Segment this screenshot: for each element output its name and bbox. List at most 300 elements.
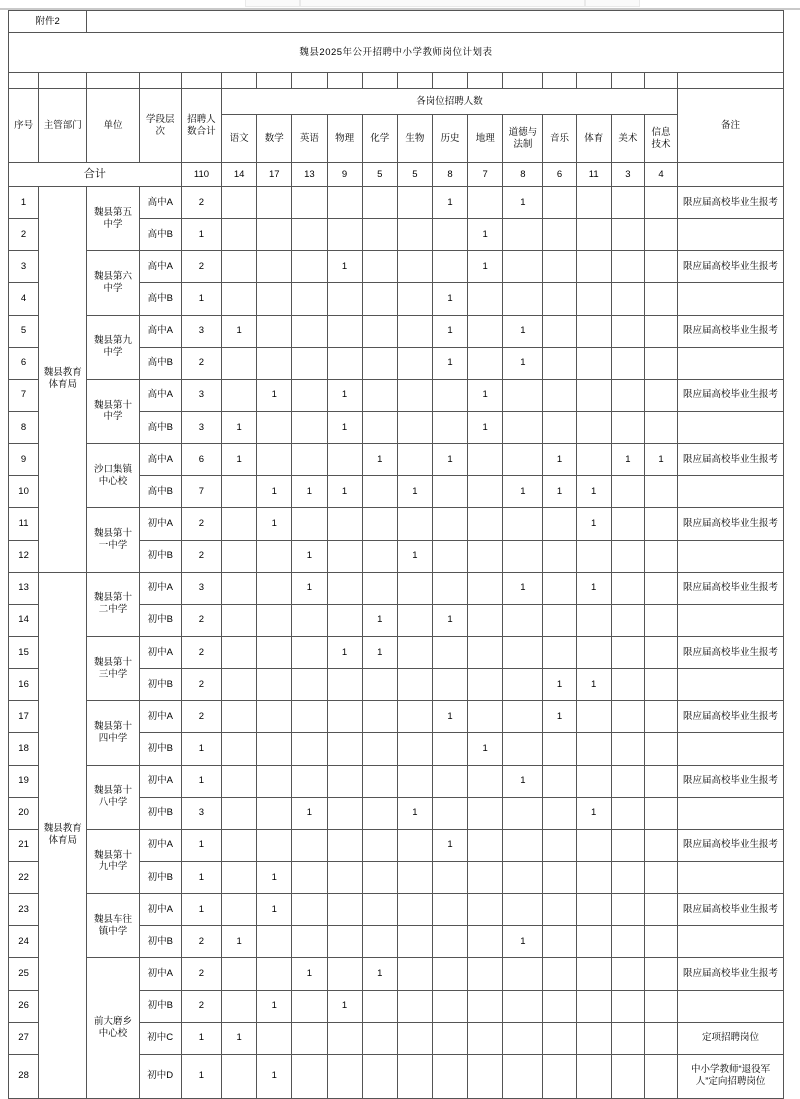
subject-count-cell: [576, 990, 611, 1022]
row-total-cell: 2: [181, 701, 221, 733]
subject-count-cell: [611, 572, 644, 604]
subject-count-cell: 1: [397, 797, 432, 829]
subject-count-cell: [327, 669, 362, 701]
subject-count-cell: [292, 733, 327, 765]
subject-count-cell: [644, 894, 677, 926]
subject-count-cell: [543, 861, 576, 893]
table-row: [9, 379, 784, 411]
spreadsheet-area: [8, 10, 784, 1099]
row-total-cell: 2: [181, 636, 221, 668]
subject-count-cell: 1: [292, 476, 327, 508]
subject-count-cell: [543, 958, 576, 990]
subject-count-cell: 1: [503, 347, 543, 379]
unit-cell: 前大磨乡中心校: [87, 958, 139, 1098]
remark-cell: [678, 797, 784, 829]
subject-count-cell: [644, 733, 677, 765]
subject-count-cell: [468, 990, 503, 1022]
subject-count-cell: [362, 1054, 397, 1098]
subject-count-cell: [397, 958, 432, 990]
subject-count-cell: [543, 1054, 576, 1098]
subject-count-cell: [362, 765, 397, 797]
unit-cell: 魏县第十三中学: [87, 636, 139, 700]
subject-count-cell: [644, 765, 677, 797]
subject-count-cell: [222, 476, 257, 508]
stage-cell: 初中A: [139, 894, 181, 926]
subject-count-cell: 1: [468, 251, 503, 283]
row-index: 5: [9, 315, 39, 347]
subject-count-cell: [362, 476, 397, 508]
table-row: [9, 572, 784, 604]
subject-count-cell: [468, 604, 503, 636]
subject-count-cell: [468, 508, 503, 540]
subject-count-cell: [397, 219, 432, 251]
subject-count-cell: [576, 636, 611, 668]
subject-count-cell: [362, 669, 397, 701]
subject-count-cell: [327, 733, 362, 765]
subject-count-cell: [543, 1022, 576, 1054]
subject-count-cell: [468, 926, 503, 958]
row-total-cell: 1: [181, 829, 221, 861]
subject-count-cell: [576, 701, 611, 733]
row-total-cell: 6: [181, 444, 221, 476]
col-header-subject-9: 道德与法制: [503, 115, 543, 163]
subject-count-cell: [327, 604, 362, 636]
subject-count-cell: 1: [292, 540, 327, 572]
subject-count-cell: [257, 315, 292, 347]
subject-count-cell: [644, 572, 677, 604]
subject-count-cell: [257, 572, 292, 604]
subject-count-cell: [503, 540, 543, 572]
subject-count-cell: [468, 540, 503, 572]
subject-count-cell: [397, 411, 432, 443]
totals-overall: 110: [181, 163, 221, 187]
subject-count-cell: [644, 379, 677, 411]
subject-count-cell: [397, 444, 432, 476]
stage-cell: 高中A: [139, 379, 181, 411]
subject-count-cell: [222, 379, 257, 411]
subject-count-cell: [257, 347, 292, 379]
stage-cell: 高中B: [139, 283, 181, 315]
subject-count-cell: [576, 251, 611, 283]
subject-count-cell: 1: [257, 508, 292, 540]
subject-count-cell: [292, 411, 327, 443]
totals-subject-11: 11: [576, 163, 611, 187]
subject-count-cell: [543, 926, 576, 958]
subject-count-cell: [611, 861, 644, 893]
table-row: [9, 508, 784, 540]
subject-count-cell: [362, 990, 397, 1022]
subject-count-cell: [503, 958, 543, 990]
subject-count-cell: [327, 701, 362, 733]
remark-cell: 限应届高校毕业生报考: [678, 251, 784, 283]
subject-count-cell: [327, 797, 362, 829]
row-total-cell: 2: [181, 958, 221, 990]
subject-count-cell: [362, 861, 397, 893]
remark-cell: 限应届高校毕业生报考: [678, 636, 784, 668]
subject-count-cell: [432, 411, 467, 443]
subject-count-cell: [644, 861, 677, 893]
row-index: 4: [9, 283, 39, 315]
subject-count-cell: [468, 669, 503, 701]
subject-count-cell: [362, 251, 397, 283]
spacer-row: [9, 73, 784, 89]
subject-count-cell: [468, 894, 503, 926]
subject-count-cell: [327, 894, 362, 926]
subject-count-cell: [611, 733, 644, 765]
subject-count-cell: [327, 829, 362, 861]
subject-count-cell: 1: [292, 797, 327, 829]
row-total-cell: 7: [181, 476, 221, 508]
totals-subject-6: 5: [397, 163, 432, 187]
subject-count-cell: [543, 283, 576, 315]
subject-count-cell: [362, 926, 397, 958]
subject-count-cell: [543, 636, 576, 668]
subject-count-cell: [468, 1022, 503, 1054]
subject-count-cell: [503, 379, 543, 411]
subject-count-cell: [644, 1022, 677, 1054]
subject-count-cell: [292, 219, 327, 251]
spacer-cell: [87, 73, 139, 89]
subject-count-cell: [257, 958, 292, 990]
remark-cell: 限应届高校毕业生报考: [678, 379, 784, 411]
totals-subject-5: 5: [362, 163, 397, 187]
unit-cell: 魏县第六中学: [87, 251, 139, 315]
subject-count-cell: [611, 636, 644, 668]
subject-count-cell: [292, 508, 327, 540]
subject-count-cell: [611, 540, 644, 572]
subject-count-cell: [576, 1022, 611, 1054]
subject-count-cell: [543, 540, 576, 572]
row-total-cell: 2: [181, 540, 221, 572]
stage-cell: 初中A: [139, 765, 181, 797]
subject-count-cell: [397, 315, 432, 347]
unit-cell: 沙口集镇中心校: [87, 444, 139, 508]
subject-count-cell: [468, 765, 503, 797]
subject-count-cell: 1: [327, 251, 362, 283]
subject-count-cell: 1: [327, 990, 362, 1022]
subject-count-cell: [611, 701, 644, 733]
subject-count-cell: 1: [503, 926, 543, 958]
subject-count-cell: [257, 669, 292, 701]
col-header-remark: 备注: [678, 89, 784, 163]
stage-cell: 高中A: [139, 444, 181, 476]
subject-count-cell: [576, 187, 611, 219]
unit-cell: 魏县第九中学: [87, 315, 139, 379]
remark-cell: 限应届高校毕业生报考: [678, 572, 784, 604]
subject-count-cell: [503, 251, 543, 283]
col-header-total: 招聘人数合计: [181, 89, 221, 163]
row-total-cell: 1: [181, 894, 221, 926]
row-index: 23: [9, 894, 39, 926]
row-total-cell: 2: [181, 990, 221, 1022]
subject-count-cell: [327, 958, 362, 990]
row-index: 22: [9, 861, 39, 893]
row-index: 14: [9, 604, 39, 636]
stage-cell: 初中B: [139, 861, 181, 893]
subject-count-cell: [292, 829, 327, 861]
subject-count-cell: [397, 283, 432, 315]
remark-cell: [678, 219, 784, 251]
subject-count-cell: [257, 540, 292, 572]
subject-count-cell: 1: [362, 636, 397, 668]
col-header-subject-5: 化学: [362, 115, 397, 163]
subject-count-cell: [327, 1054, 362, 1098]
subject-count-cell: [397, 379, 432, 411]
subject-count-cell: [468, 701, 503, 733]
subject-count-cell: [397, 701, 432, 733]
subject-count-cell: 1: [432, 347, 467, 379]
table-row: [9, 187, 784, 219]
stage-cell: 初中B: [139, 926, 181, 958]
subject-count-cell: 1: [468, 411, 503, 443]
remark-cell: [678, 604, 784, 636]
subject-count-cell: [576, 765, 611, 797]
subject-count-cell: 1: [327, 636, 362, 668]
subject-count-cell: [468, 797, 503, 829]
subject-count-cell: 1: [644, 444, 677, 476]
subject-count-cell: [257, 733, 292, 765]
subject-count-cell: 1: [503, 315, 543, 347]
remark-cell: 限应届高校毕业生报考: [678, 829, 784, 861]
stage-cell: 初中C: [139, 1022, 181, 1054]
subject-count-cell: [222, 347, 257, 379]
remark-cell: [678, 347, 784, 379]
subject-count-cell: 1: [432, 604, 467, 636]
subject-count-cell: [397, 894, 432, 926]
col-header-unit: 单位: [87, 89, 139, 163]
subject-count-cell: 1: [397, 540, 432, 572]
row-index: 21: [9, 829, 39, 861]
remark-cell: [678, 926, 784, 958]
subject-count-cell: [292, 990, 327, 1022]
subject-count-cell: [432, 894, 467, 926]
stage-cell: 高中B: [139, 347, 181, 379]
subject-count-cell: [222, 958, 257, 990]
remark-cell: [678, 540, 784, 572]
subject-count-cell: [468, 829, 503, 861]
subject-count-cell: 1: [543, 444, 576, 476]
row-index: 27: [9, 1022, 39, 1054]
subject-count-cell: [543, 251, 576, 283]
subject-count-cell: [644, 508, 677, 540]
subject-count-cell: [432, 669, 467, 701]
subject-count-cell: [292, 251, 327, 283]
subject-count-cell: [611, 990, 644, 1022]
subject-count-cell: [611, 219, 644, 251]
subject-count-cell: 1: [576, 572, 611, 604]
subject-count-cell: 1: [432, 315, 467, 347]
stage-cell: 高中A: [139, 251, 181, 283]
stage-cell: 初中B: [139, 604, 181, 636]
col-header-subject-13: 信息技术: [644, 115, 677, 163]
totals-subject-2: 17: [257, 163, 292, 187]
subject-count-cell: [362, 733, 397, 765]
subject-count-cell: [222, 572, 257, 604]
subject-count-cell: [503, 797, 543, 829]
subject-count-cell: [327, 444, 362, 476]
spacer-cell: [644, 73, 677, 89]
subject-count-cell: [644, 540, 677, 572]
subject-count-cell: [222, 894, 257, 926]
subject-count-cell: [397, 926, 432, 958]
stage-cell: 初中A: [139, 829, 181, 861]
remark-cell: 限应届高校毕业生报考: [678, 701, 784, 733]
col-header-subject-1: 语文: [222, 115, 257, 163]
col-header-index: 序号: [9, 89, 39, 163]
subject-count-cell: 1: [576, 669, 611, 701]
row-index: 3: [9, 251, 39, 283]
subject-count-cell: [611, 283, 644, 315]
subject-count-cell: 1: [257, 1054, 292, 1098]
totals-subject-12: 3: [611, 163, 644, 187]
subject-count-cell: [432, 1054, 467, 1098]
subject-count-cell: 1: [222, 411, 257, 443]
subject-count-cell: [292, 604, 327, 636]
stage-cell: 高中A: [139, 315, 181, 347]
row-index: 28: [9, 1054, 39, 1098]
spacer-cell: [543, 73, 576, 89]
subject-count-cell: 1: [543, 476, 576, 508]
subject-count-cell: [576, 861, 611, 893]
subject-count-cell: [432, 861, 467, 893]
subject-count-cell: [644, 926, 677, 958]
remark-cell: 定项招聘岗位: [678, 1022, 784, 1054]
subject-count-cell: [397, 1054, 432, 1098]
col-header-subject-10: 音乐: [543, 115, 576, 163]
subject-count-cell: [292, 283, 327, 315]
subject-count-cell: [503, 1054, 543, 1098]
subject-count-cell: 1: [222, 1022, 257, 1054]
subject-count-cell: [432, 476, 467, 508]
stage-cell: 初中B: [139, 540, 181, 572]
subject-count-cell: [576, 926, 611, 958]
table-row: [9, 251, 784, 283]
subject-count-cell: [543, 572, 576, 604]
subject-count-cell: [222, 990, 257, 1022]
spacer-cell: [222, 73, 257, 89]
row-index: 25: [9, 958, 39, 990]
subject-count-cell: 1: [362, 958, 397, 990]
recruitment-plan-table: [8, 10, 784, 1099]
col-header-subject-12: 美术: [611, 115, 644, 163]
subject-count-cell: [576, 894, 611, 926]
col-header-department: 主管部门: [39, 89, 87, 163]
subject-count-cell: [362, 283, 397, 315]
subject-count-cell: 1: [222, 926, 257, 958]
subject-count-cell: [222, 765, 257, 797]
subject-count-cell: 1: [327, 379, 362, 411]
unit-cell: 魏县第五中学: [87, 187, 139, 251]
spacer-cell: [362, 73, 397, 89]
subject-count-cell: [257, 701, 292, 733]
spacer-cell: [678, 73, 784, 89]
remark-cell: 限应届高校毕业生报考: [678, 187, 784, 219]
col-header-subject-8: 地理: [468, 115, 503, 163]
subject-count-cell: [327, 861, 362, 893]
subject-count-cell: 1: [432, 283, 467, 315]
remark-cell: 限应届高校毕业生报考: [678, 315, 784, 347]
subject-count-cell: [257, 636, 292, 668]
subject-count-cell: [468, 187, 503, 219]
department-cell: 魏县教育体育局: [39, 572, 87, 1098]
subject-count-cell: 1: [468, 733, 503, 765]
subject-count-cell: [397, 733, 432, 765]
subject-count-cell: [543, 797, 576, 829]
col-header-subject-4: 物理: [327, 115, 362, 163]
remark-cell: [678, 861, 784, 893]
subject-count-cell: [432, 733, 467, 765]
row-index: 15: [9, 636, 39, 668]
subject-count-cell: [543, 315, 576, 347]
subject-count-cell: [576, 411, 611, 443]
row-total-cell: 2: [181, 508, 221, 540]
subject-count-cell: [468, 283, 503, 315]
subject-count-cell: [222, 251, 257, 283]
row-total-cell: 2: [181, 926, 221, 958]
subject-count-cell: [543, 411, 576, 443]
row-total-cell: 2: [181, 669, 221, 701]
stage-cell: 高中B: [139, 411, 181, 443]
row-total-cell: 3: [181, 572, 221, 604]
subject-count-cell: [611, 251, 644, 283]
totals-subject-8: 7: [468, 163, 503, 187]
row-index: 9: [9, 444, 39, 476]
subject-count-cell: 1: [611, 444, 644, 476]
subject-count-cell: [503, 636, 543, 668]
subject-count-cell: [611, 1022, 644, 1054]
subject-count-cell: [327, 540, 362, 572]
stage-cell: 初中B: [139, 990, 181, 1022]
subject-count-cell: [503, 411, 543, 443]
table-row: [9, 958, 784, 990]
subject-count-cell: 1: [503, 187, 543, 219]
subject-count-cell: [503, 1022, 543, 1054]
subject-count-cell: 1: [432, 701, 467, 733]
subject-count-cell: [543, 187, 576, 219]
subject-count-cell: 1: [327, 476, 362, 508]
row-index: 16: [9, 669, 39, 701]
subject-count-cell: 1: [576, 797, 611, 829]
subject-count-cell: [362, 315, 397, 347]
subject-count-cell: [292, 926, 327, 958]
subject-count-cell: [362, 829, 397, 861]
totals-remark: [678, 163, 784, 187]
spacer-cell: [432, 73, 467, 89]
subject-count-cell: 1: [468, 379, 503, 411]
stage-cell: 高中B: [139, 219, 181, 251]
subject-count-cell: [468, 1054, 503, 1098]
stage-cell: 高中A: [139, 187, 181, 219]
subject-count-cell: [257, 829, 292, 861]
subject-count-cell: [576, 347, 611, 379]
stage-cell: 初中A: [139, 701, 181, 733]
subject-count-cell: [257, 283, 292, 315]
subject-count-cell: [362, 187, 397, 219]
row-total-cell: 1: [181, 765, 221, 797]
row-total-cell: 2: [181, 347, 221, 379]
row-index: 20: [9, 797, 39, 829]
row-index: 2: [9, 219, 39, 251]
subject-count-cell: [432, 572, 467, 604]
spacer-cell: [611, 73, 644, 89]
subject-count-cell: 1: [257, 476, 292, 508]
table-row: [9, 701, 784, 733]
title-row: [9, 33, 784, 73]
subject-count-cell: 1: [503, 765, 543, 797]
subject-count-cell: [611, 411, 644, 443]
subject-count-cell: [468, 476, 503, 508]
remark-cell: 限应届高校毕业生报考: [678, 765, 784, 797]
